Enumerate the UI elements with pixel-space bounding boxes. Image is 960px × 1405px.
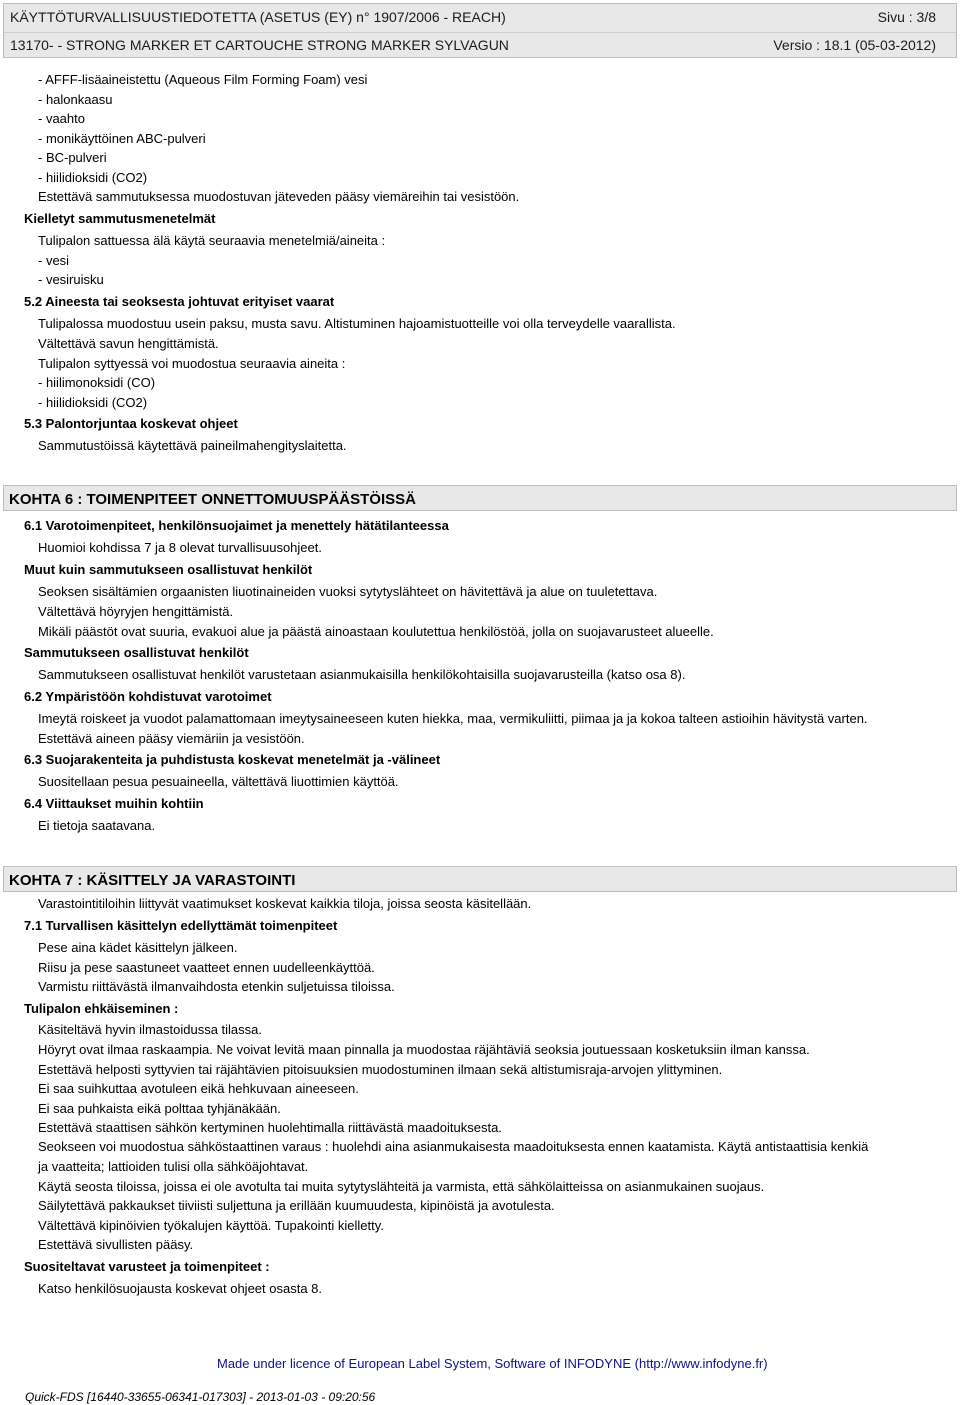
text-line: Pese aina kädet käsittelyn jälkeen. xyxy=(38,940,238,955)
text-line: Huomioi kohdissa 7 ja 8 olevat turvallisuusohjeet. xyxy=(38,540,322,555)
subheading: Sammutukseen osallistuvat henkilöt xyxy=(24,645,249,660)
section-header-7: KOHTA 7 : KÄSITTELY JA VARASTOINTI xyxy=(3,866,957,892)
document-header xyxy=(3,3,957,32)
document-subheader xyxy=(3,32,957,58)
subheading: 6.1 Varotoimenpiteet, henkilönsuojaimet ja menettely hätätilanteessa xyxy=(24,518,449,533)
text-line: Vältettävä höyryjen hengittämistä. xyxy=(38,604,234,619)
text-line: Varmistu riittävästä ilmanvaihdosta etenkin suljetuissa tiloissa. xyxy=(38,979,395,994)
text-line: - hiilidioksidi (CO2) xyxy=(38,170,148,185)
text-line: Estettävä staattisen sähkön kertyminen huolehtimalla riittävästä maadoituksesta. xyxy=(38,1120,502,1135)
subheading: Suositeltavat varusteet ja toimenpiteet : xyxy=(24,1259,270,1274)
subheading: 6.4 Viittaukset muihin kohtiin xyxy=(24,796,204,811)
text-line: ja vaatteita; lattioiden tulisi olla sähköäjohtavat. xyxy=(38,1159,309,1174)
text-line: Estettävä sammutuksessa muodostuvan jäteveden pääsy viemäreihin tai vesistöön. xyxy=(38,189,520,204)
product-name: 13170- - STRONG MARKER ET CARTOUCHE STRONG MARKER SYLVAGUN xyxy=(10,37,509,53)
text-line: Höyryt ovat ilmaa raskaampia. Ne voivat levitä maan pinnalla ja muodostaa räjähtäviä seoksia joutuessaan kosketuksiin ilman kanssa. xyxy=(38,1042,810,1057)
section-header-6: KOHTA 6 : TOIMENPITEET ONNETTOMUUSPÄÄSTÖISSÄ xyxy=(3,485,957,511)
text-line: Tulipalon syttyessä voi muodostua seuraavia aineita : xyxy=(38,356,346,371)
subheading: 5.3 Palontorjuntaa koskevat ohjeet xyxy=(24,416,238,431)
text-line: Estettävä aineen pääsy viemäriin ja vesistöön. xyxy=(38,731,305,746)
text-line: Sammutukseen osallistuvat henkilöt varustetaan asianmukaisilla henkilökohtaisilla suojavarusteilla (katso osa 8). xyxy=(38,667,686,682)
subheading: 7.1 Turvallisen käsittelyn edellyttämät toimenpiteet xyxy=(24,918,338,933)
text-line: Riisu ja pese saastuneet vaatteet ennen uudelleenkäyttöä. xyxy=(38,960,375,975)
text-line: Ei saa suihkuttaa avotuleen eikä hehkuvaan aineeseen. xyxy=(38,1081,359,1096)
text-line: - hiilidioksidi (CO2) xyxy=(38,395,148,410)
document-id-footer: Quick-FDS [16440-33655-06341-017303] - 2013-01-03 - 09:20:56 xyxy=(25,1390,376,1404)
text-line: - BC-pulveri xyxy=(38,150,107,165)
text-line: Mikäli päästöt ovat suuria, evakuoi alue ja päästä ainoastaan koulutettua henkilöstöä, jolla on suojavarusteet alueelle. xyxy=(38,624,714,639)
subheading: Muut kuin sammutukseen osallistuvat henkilöt xyxy=(24,562,313,577)
text-line: Säilytettävä pakkaukset tiiviisti suljettuna ja erillään kuumuudesta, kipinöistä ja avotulesta. xyxy=(38,1198,555,1213)
text-line: - halonkaasu xyxy=(38,92,113,107)
version-info: Versio : 18.1 (05-03-2012) xyxy=(773,37,936,53)
subheading: 5.2 Aineesta tai seoksesta johtuvat erityiset vaarat xyxy=(24,294,335,309)
text-line: Suositellaan pesua pesuaineella, vältettävä liuottimien käyttöä. xyxy=(38,774,399,789)
text-line: - vesiruisku xyxy=(38,272,104,287)
text-line: Käsiteltävä hyvin ilmastoidussa tilassa. xyxy=(38,1022,262,1037)
text-line: Seoksen sisältämien orgaanisten liuotinaineiden vuoksi sytytyslähteet on hävitettävä ja alue on tuuletettava. xyxy=(38,584,658,599)
text-line: - vaahto xyxy=(38,111,85,126)
page-number: Sivu : 3/8 xyxy=(877,9,936,25)
text-line: Katso henkilösuojausta koskevat ohjeet osasta 8. xyxy=(38,1281,323,1296)
text-line: Vältettävä savun hengittämistä. xyxy=(38,336,219,351)
text-line: Estettävä sivullisten pääsy. xyxy=(38,1237,194,1252)
text-line: - AFFF-lisäaineistettu (Aqueous Film Forming Foam) vesi xyxy=(38,72,368,87)
text-line: Tulipalossa muodostuu usein paksu, musta savu. Altistuminen hajoamistuotteille voi olla terveydelle vaarallista. xyxy=(38,316,676,331)
subheading: 6.3 Suojarakenteita ja puhdistusta koskevat menetelmät ja -välineet xyxy=(24,752,441,767)
text-line: Ei saa puhkaista eikä polttaa tyhjänäkään. xyxy=(38,1101,281,1116)
text-line: Sammutustöissä käytettävä paineilmahengityslaitetta. xyxy=(38,438,347,453)
subheading: 6.2 Ympäristöön kohdistuvat varotoimet xyxy=(24,689,272,704)
text-line: - monikäyttöinen ABC-pulveri xyxy=(38,131,206,146)
text-line: - hiilimonoksidi (CO) xyxy=(38,375,156,390)
license-footer: Made under licence of European Label System, Software of INFODYNE (http://www.infodyne.fr) xyxy=(217,1356,768,1371)
text-line: Vältettävä kipinöivien työkalujen käyttöä. Tupakointi kielletty. xyxy=(38,1218,384,1233)
subheading: Tulipalon ehkäiseminen : xyxy=(24,1001,179,1016)
text-line: Imeytä roiskeet ja vuodot palamattomaan imeytysaineeseen kuten hiekka, maa, vermikuliitti, piimaa ja ja kokoa talteen astioihin hävitystä varten. xyxy=(38,711,868,726)
text-line: Seokseen voi muodostua sähköstaattinen varaus : huolehdi aina asianmukaisesta maadoituksesta ennen kaatamista. Käytä antistaattisia kenkiä xyxy=(38,1139,869,1154)
text-line: Käytä seosta tiloissa, joissa ei ole avotulta tai muita sytytyslähteitä ja varmista, että sähkölaitteissa on asianmukainen suojaus. xyxy=(38,1179,765,1194)
text-line: - vesi xyxy=(38,253,70,268)
text-line: Tulipalon sattuessa älä käytä seuraavia menetelmiä/aineita : xyxy=(38,233,386,248)
document-title: KÄYTTÖTURVALLISUUSTIEDOTETTA (ASETUS (EY) n° 1907/2006 - REACH) xyxy=(10,9,506,25)
text-line: Estettävä helposti syttyvien tai räjähtävien pitoisuuksien muodostuminen ilmaan sekä altistumisraja-arvojen ylittyminen. xyxy=(38,1062,723,1077)
subheading: Kielletyt sammutusmenetelmät xyxy=(24,211,216,226)
text-line: Ei tietoja saatavana. xyxy=(38,818,156,833)
text-line: Varastointitiloihin liittyvät vaatimukset koskevat kaikkia tiloja, joissa seosta käsitellään. xyxy=(38,896,532,911)
